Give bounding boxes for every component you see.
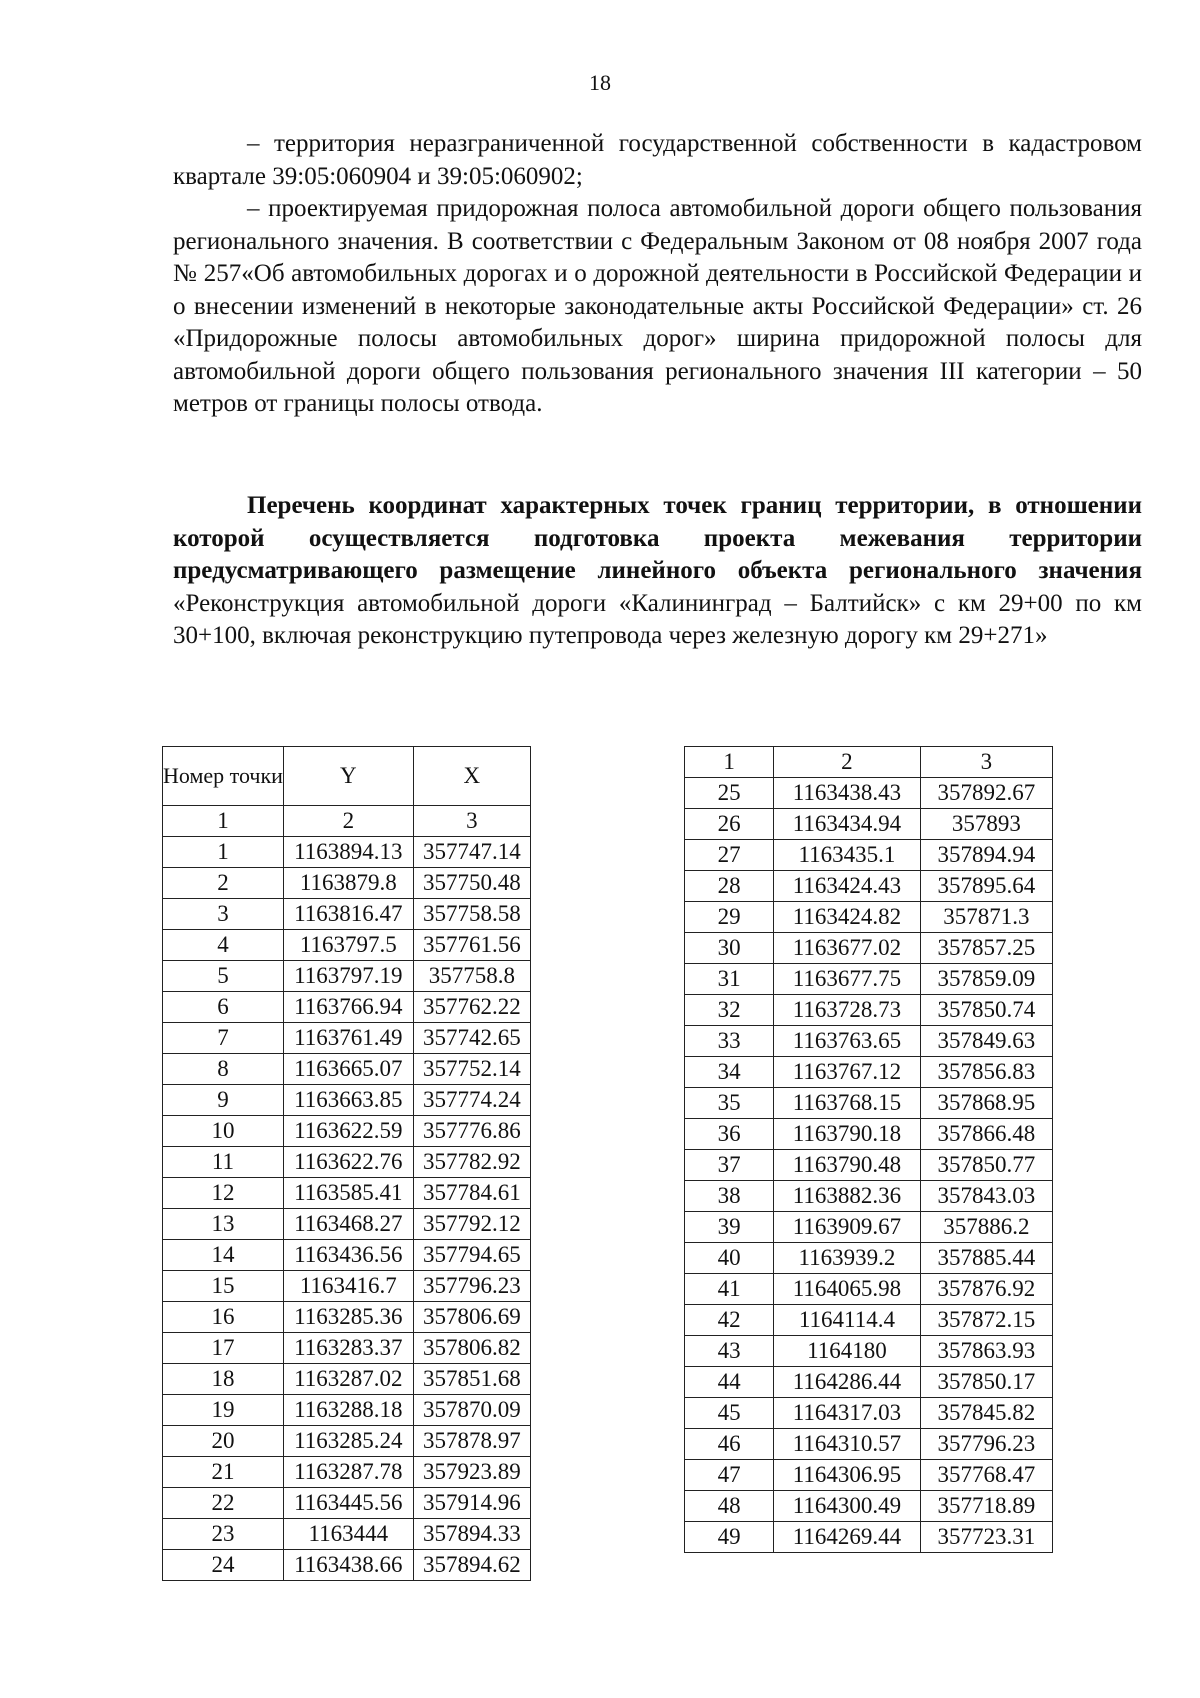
y-coordinate-cell: 1163677.02 (774, 933, 920, 964)
point-number-cell: 26 (685, 809, 774, 840)
x-coordinate-cell: 357776.86 (413, 1116, 530, 1147)
table-row (685, 1305, 1053, 1336)
header-y: Y (283, 747, 413, 806)
point-number-cell: 49 (685, 1522, 774, 1553)
x-coordinate-cell: 357859.09 (920, 964, 1052, 995)
x-coordinate-cell: 357845.82 (920, 1398, 1052, 1429)
y-coordinate-cell: 1163438.43 (774, 778, 920, 809)
x-coordinate-cell: 357923.89 (413, 1457, 530, 1488)
table-row (163, 1333, 531, 1364)
x-coordinate-cell: 357718.89 (920, 1491, 1052, 1522)
point-number-cell: 27 (685, 840, 774, 871)
y-coordinate-cell: 1163444 (283, 1519, 413, 1550)
point-number-cell: 19 (163, 1395, 284, 1426)
point-number-cell: 11 (163, 1147, 284, 1178)
point-number-cell: 17 (163, 1333, 284, 1364)
point-number-cell: 31 (685, 964, 774, 995)
x-coordinate-cell: 357747.14 (413, 837, 530, 868)
x-coordinate-cell: 357914.96 (413, 1488, 530, 1519)
table-row (685, 964, 1053, 995)
x-coordinate-cell: 357868.95 (920, 1088, 1052, 1119)
point-number-cell: 4 (163, 930, 284, 961)
x-coordinate-cell: 357762.22 (413, 992, 530, 1023)
point-number-cell: 28 (685, 871, 774, 902)
y-coordinate-cell: 1164310.57 (774, 1429, 920, 1460)
y-coordinate-cell: 1163288.18 (283, 1395, 413, 1426)
table-row (685, 1150, 1053, 1181)
point-number-cell: 21 (163, 1457, 284, 1488)
y-coordinate-cell: 1163287.78 (283, 1457, 413, 1488)
body-text (173, 128, 1142, 421)
table-row (685, 995, 1053, 1026)
table-row (685, 1274, 1053, 1305)
y-coordinate-cell: 1164306.95 (774, 1460, 920, 1491)
x-coordinate-cell: 357794.65 (413, 1240, 530, 1271)
y-coordinate-cell: 1163622.59 (283, 1116, 413, 1147)
y-coordinate-cell: 1164269.44 (774, 1522, 920, 1553)
y-coordinate-cell: 1163790.48 (774, 1150, 920, 1181)
table-row (163, 992, 531, 1023)
y-coordinate-cell: 1163797.5 (283, 930, 413, 961)
y-coordinate-cell: 1163790.18 (774, 1119, 920, 1150)
coordinates-table-right (684, 746, 1053, 1553)
point-number-cell: 20 (163, 1426, 284, 1457)
table-row (163, 1364, 531, 1395)
table-row (163, 930, 531, 961)
y-coordinate-cell: 1163768.15 (774, 1088, 920, 1119)
point-number-cell: 7 (163, 1023, 284, 1054)
table-row (685, 1429, 1053, 1460)
heading-bold-part: Перечень координат характерных точек границ территории, в отношении которой осуществляется подготовка проекта межевания территории предусматривающего размещение линейного объекта регионального значения (173, 492, 1142, 584)
table-row (685, 1212, 1053, 1243)
y-coordinate-cell: 1163445.56 (283, 1488, 413, 1519)
x-coordinate-cell: 357758.58 (413, 899, 530, 930)
y-coordinate-cell: 1164300.49 (774, 1491, 920, 1522)
y-coordinate-cell: 1163797.19 (283, 961, 413, 992)
table-row (685, 1026, 1053, 1057)
point-number-cell: 42 (685, 1305, 774, 1336)
x-coordinate-cell: 357806.82 (413, 1333, 530, 1364)
table-row (163, 899, 531, 930)
table-row (685, 1057, 1053, 1088)
table-row (685, 778, 1053, 809)
x-coordinate-cell: 357893 (920, 809, 1052, 840)
x-coordinate-cell: 357851.68 (413, 1364, 530, 1395)
table-row (163, 1271, 531, 1302)
x-coordinate-cell: 357774.24 (413, 1085, 530, 1116)
x-coordinate-cell: 357782.92 (413, 1147, 530, 1178)
x-coordinate-cell: 357761.56 (413, 930, 530, 961)
y-coordinate-cell: 1163763.65 (774, 1026, 920, 1057)
table-row (685, 1088, 1053, 1119)
table-row (163, 1085, 531, 1116)
point-number-cell: 38 (685, 1181, 774, 1212)
y-coordinate-cell: 1163677.75 (774, 964, 920, 995)
y-coordinate-cell: 1163894.13 (283, 837, 413, 868)
table-row (163, 1519, 531, 1550)
numbering-cell: 1 (685, 747, 774, 778)
point-number-cell: 41 (685, 1274, 774, 1305)
table-row (685, 871, 1053, 902)
x-coordinate-cell: 357856.83 (920, 1057, 1052, 1088)
x-coordinate-cell: 357872.15 (920, 1305, 1052, 1336)
numbering-cell: 2 (283, 806, 413, 837)
x-coordinate-cell: 357752.14 (413, 1054, 530, 1085)
table-row (163, 1116, 531, 1147)
point-number-cell: 18 (163, 1364, 284, 1395)
point-number-cell: 37 (685, 1150, 774, 1181)
table-row (163, 1054, 531, 1085)
x-coordinate-cell: 357894.62 (413, 1550, 530, 1581)
x-coordinate-cell: 357857.25 (920, 933, 1052, 964)
x-coordinate-cell: 357742.65 (413, 1023, 530, 1054)
x-coordinate-cell: 357758.8 (413, 961, 530, 992)
table-row (163, 961, 531, 992)
y-coordinate-cell: 1163424.43 (774, 871, 920, 902)
table-row (685, 1398, 1053, 1429)
point-number-cell: 35 (685, 1088, 774, 1119)
y-coordinate-cell: 1164317.03 (774, 1398, 920, 1429)
x-coordinate-cell: 357892.67 (920, 778, 1052, 809)
table-row (685, 1181, 1053, 1212)
y-coordinate-cell: 1163436.56 (283, 1240, 413, 1271)
table-row (685, 1119, 1053, 1150)
table-row (163, 1147, 531, 1178)
x-coordinate-cell: 357768.47 (920, 1460, 1052, 1491)
y-coordinate-cell: 1163424.82 (774, 902, 920, 933)
table-row (685, 1522, 1053, 1553)
table-row (163, 1178, 531, 1209)
point-number-cell: 45 (685, 1398, 774, 1429)
paragraph-roadside-strip: – проектируемая придорожная полоса автомобильной дороги общего пользования регионального значения. В соответствии с Федеральным Законом от 08 ноября 2007 года № 257«Об автомобильных дорогах и о дорожной деятельности в Российской Федерации и о внесении изменений в некоторые законодательные акты Российской Федерации» ст. 26 «Придорожные полосы автомобильных дорог» ширина придорожной полосы для автомобильной дороги общего пользования регионального значения III категории – 50 метров от границы полосы отвода. (173, 195, 1142, 417)
point-number-cell: 13 (163, 1209, 284, 1240)
table-row (685, 1367, 1053, 1398)
table-row (685, 1336, 1053, 1367)
table-row (163, 837, 531, 868)
y-coordinate-cell: 1163434.94 (774, 809, 920, 840)
y-coordinate-cell: 1163585.41 (283, 1178, 413, 1209)
x-coordinate-cell: 357886.2 (920, 1212, 1052, 1243)
x-coordinate-cell: 357843.03 (920, 1181, 1052, 1212)
x-coordinate-cell: 357870.09 (413, 1395, 530, 1426)
x-coordinate-cell: 357796.23 (920, 1429, 1052, 1460)
coordinates-heading (173, 490, 1142, 653)
x-coordinate-cell: 357866.48 (920, 1119, 1052, 1150)
x-coordinate-cell: 357750.48 (413, 868, 530, 899)
point-number-cell: 29 (685, 902, 774, 933)
table-row (685, 902, 1053, 933)
point-number-cell: 15 (163, 1271, 284, 1302)
y-coordinate-cell: 1164065.98 (774, 1274, 920, 1305)
table-row (163, 1488, 531, 1519)
point-number-cell: 46 (685, 1429, 774, 1460)
point-number-cell: 14 (163, 1240, 284, 1271)
table-row (163, 1209, 531, 1240)
point-number-cell: 24 (163, 1550, 284, 1581)
x-coordinate-cell: 357849.63 (920, 1026, 1052, 1057)
table-row (163, 1550, 531, 1581)
y-coordinate-cell: 1163468.27 (283, 1209, 413, 1240)
numbering-cell: 1 (163, 806, 284, 837)
table-row (163, 868, 531, 899)
table-numbering-row (163, 806, 531, 837)
y-coordinate-cell: 1164180 (774, 1336, 920, 1367)
table-row (163, 1023, 531, 1054)
y-coordinate-cell: 1163285.24 (283, 1426, 413, 1457)
x-coordinate-cell: 357850.77 (920, 1150, 1052, 1181)
y-coordinate-cell: 1164114.4 (774, 1305, 920, 1336)
point-number-cell: 34 (685, 1057, 774, 1088)
point-number-cell: 5 (163, 961, 284, 992)
y-coordinate-cell: 1163622.76 (283, 1147, 413, 1178)
table-row (685, 1243, 1053, 1274)
y-coordinate-cell: 1163879.8 (283, 868, 413, 899)
point-number-cell: 40 (685, 1243, 774, 1274)
y-coordinate-cell: 1163761.49 (283, 1023, 413, 1054)
x-coordinate-cell: 357806.69 (413, 1302, 530, 1333)
y-coordinate-cell: 1163663.85 (283, 1085, 413, 1116)
table-row (163, 1395, 531, 1426)
point-number-cell: 48 (685, 1491, 774, 1522)
x-coordinate-cell: 357894.33 (413, 1519, 530, 1550)
point-number-cell: 3 (163, 899, 284, 930)
table-row (685, 933, 1053, 964)
point-number-cell: 47 (685, 1460, 774, 1491)
table-row (163, 1426, 531, 1457)
numbering-cell: 3 (413, 806, 530, 837)
x-coordinate-cell: 357850.17 (920, 1367, 1052, 1398)
point-number-cell: 2 (163, 868, 284, 899)
point-number-cell: 25 (685, 778, 774, 809)
point-number-cell: 9 (163, 1085, 284, 1116)
table-row (685, 809, 1053, 840)
x-coordinate-cell: 357784.61 (413, 1178, 530, 1209)
table-row (685, 1460, 1053, 1491)
x-coordinate-cell: 357895.64 (920, 871, 1052, 902)
numbering-cell: 2 (774, 747, 920, 778)
paragraph-territory: – территория неразграниченной государственной собственности в кадастровом квартале 39:05:060904 и 39:05:060902; (173, 130, 1142, 190)
point-number-cell: 16 (163, 1302, 284, 1333)
point-number-cell: 43 (685, 1336, 774, 1367)
y-coordinate-cell: 1163435.1 (774, 840, 920, 871)
y-coordinate-cell: 1163882.36 (774, 1181, 920, 1212)
y-coordinate-cell: 1163438.66 (283, 1550, 413, 1581)
y-coordinate-cell: 1163766.94 (283, 992, 413, 1023)
heading-normal-part: «Реконструкция автомобильной дороги «Калининград – Балтийск» с км 29+00 по км 30+100, включая реконструкцию путепровода через железную дорогу км 29+271» (173, 589, 1142, 649)
point-number-cell: 30 (685, 933, 774, 964)
point-number-cell: 1 (163, 837, 284, 868)
y-coordinate-cell: 1163728.73 (774, 995, 920, 1026)
x-coordinate-cell: 357876.92 (920, 1274, 1052, 1305)
header-x: X (413, 747, 530, 806)
y-coordinate-cell: 1163909.67 (774, 1212, 920, 1243)
point-number-cell: 10 (163, 1116, 284, 1147)
table-row (685, 1491, 1053, 1522)
table-header-row (163, 747, 531, 806)
x-coordinate-cell: 357894.94 (920, 840, 1052, 871)
x-coordinate-cell: 357792.12 (413, 1209, 530, 1240)
point-number-cell: 23 (163, 1519, 284, 1550)
table-row (163, 1302, 531, 1333)
table-row (685, 840, 1053, 871)
coordinates-table-left (162, 746, 531, 1581)
point-number-cell: 6 (163, 992, 284, 1023)
point-number-cell: 36 (685, 1119, 774, 1150)
x-coordinate-cell: 357723.31 (920, 1522, 1052, 1553)
y-coordinate-cell: 1164286.44 (774, 1367, 920, 1398)
y-coordinate-cell: 1163767.12 (774, 1057, 920, 1088)
y-coordinate-cell: 1163665.07 (283, 1054, 413, 1085)
point-number-cell: 33 (685, 1026, 774, 1057)
header-point-number: Номер точки (163, 747, 284, 806)
x-coordinate-cell: 357878.97 (413, 1426, 530, 1457)
numbering-cell: 3 (920, 747, 1052, 778)
x-coordinate-cell: 357885.44 (920, 1243, 1052, 1274)
x-coordinate-cell: 357863.93 (920, 1336, 1052, 1367)
y-coordinate-cell: 1163285.36 (283, 1302, 413, 1333)
x-coordinate-cell: 357850.74 (920, 995, 1052, 1026)
point-number-cell: 44 (685, 1367, 774, 1398)
point-number-cell: 8 (163, 1054, 284, 1085)
y-coordinate-cell: 1163416.7 (283, 1271, 413, 1302)
y-coordinate-cell: 1163816.47 (283, 899, 413, 930)
y-coordinate-cell: 1163283.37 (283, 1333, 413, 1364)
table-numbering-row (685, 747, 1053, 778)
page-number: 18 (589, 70, 611, 95)
point-number-cell: 32 (685, 995, 774, 1026)
table-row (163, 1457, 531, 1488)
table-row (163, 1240, 531, 1271)
point-number-cell: 12 (163, 1178, 284, 1209)
y-coordinate-cell: 1163287.02 (283, 1364, 413, 1395)
y-coordinate-cell: 1163939.2 (774, 1243, 920, 1274)
x-coordinate-cell: 357871.3 (920, 902, 1052, 933)
point-number-cell: 39 (685, 1212, 774, 1243)
point-number-cell: 22 (163, 1488, 284, 1519)
x-coordinate-cell: 357796.23 (413, 1271, 530, 1302)
